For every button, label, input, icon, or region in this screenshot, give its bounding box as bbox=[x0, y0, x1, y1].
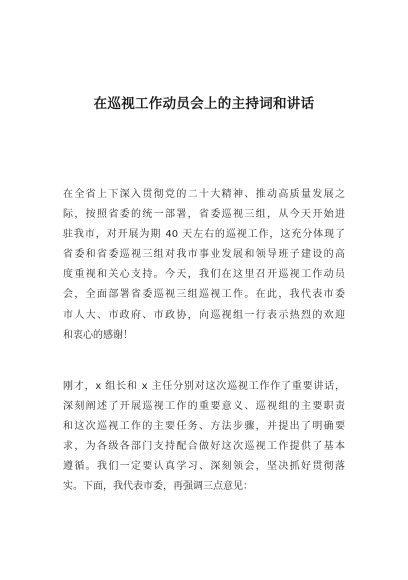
paragraph-line: 驻我市，对开展为期 40 天左右的巡视工作，这充分体现了 bbox=[63, 229, 345, 241]
paragraph-line: 实。下面，我代表市委，再强调三点意见： bbox=[63, 481, 253, 493]
paragraph-line: 会，全面部署省委巡视三组巡视工作。在此，我代表市委 bbox=[63, 289, 345, 301]
paragraph-line: 遵循。我们一定要认真学习、深刻领会，坚决抓好贯彻落 bbox=[63, 461, 345, 473]
paragraph-line: 在全省上下深入贯彻党的二十大精神、推动高质量发展之 bbox=[63, 189, 345, 200]
paragraph-line: 和衷心的感谢！ bbox=[63, 329, 133, 341]
paragraph-line: 际，按照省委的统一部署，省委巡视三组，从今天开始进 bbox=[63, 209, 345, 221]
paragraph-2 bbox=[63, 377, 345, 498]
paragraph-line: 和这次巡视工作的主要任务、方法步骤，并提出了明确要 bbox=[63, 421, 345, 433]
paragraph-line: 市人大、市政府、市政协，向巡视组一行表示热烈的欢迎 bbox=[63, 309, 345, 321]
paragraph-1 bbox=[63, 185, 345, 346]
paragraph-line: 度重视和关心支持。今天，我们在这里召开巡视工作动员 bbox=[63, 269, 345, 281]
paragraph-line: 深刻阐述了开展巡视工作的重要意义、巡视组的主要职责 bbox=[63, 401, 345, 413]
document-title: 在巡视工作动员会上的主持词和讲话 bbox=[93, 96, 315, 112]
paragraph-line: 省委和省委巡视三组对我市事业发展和领导班子建设的高 bbox=[63, 249, 345, 261]
paragraph-line: 刚才，x 组长和 x 主任分别对这次巡视工作作了重要讲话， bbox=[63, 381, 345, 392]
paragraph-line: 求，为各级各部门支持配合做好这次巡视工作提供了基本 bbox=[63, 441, 345, 453]
